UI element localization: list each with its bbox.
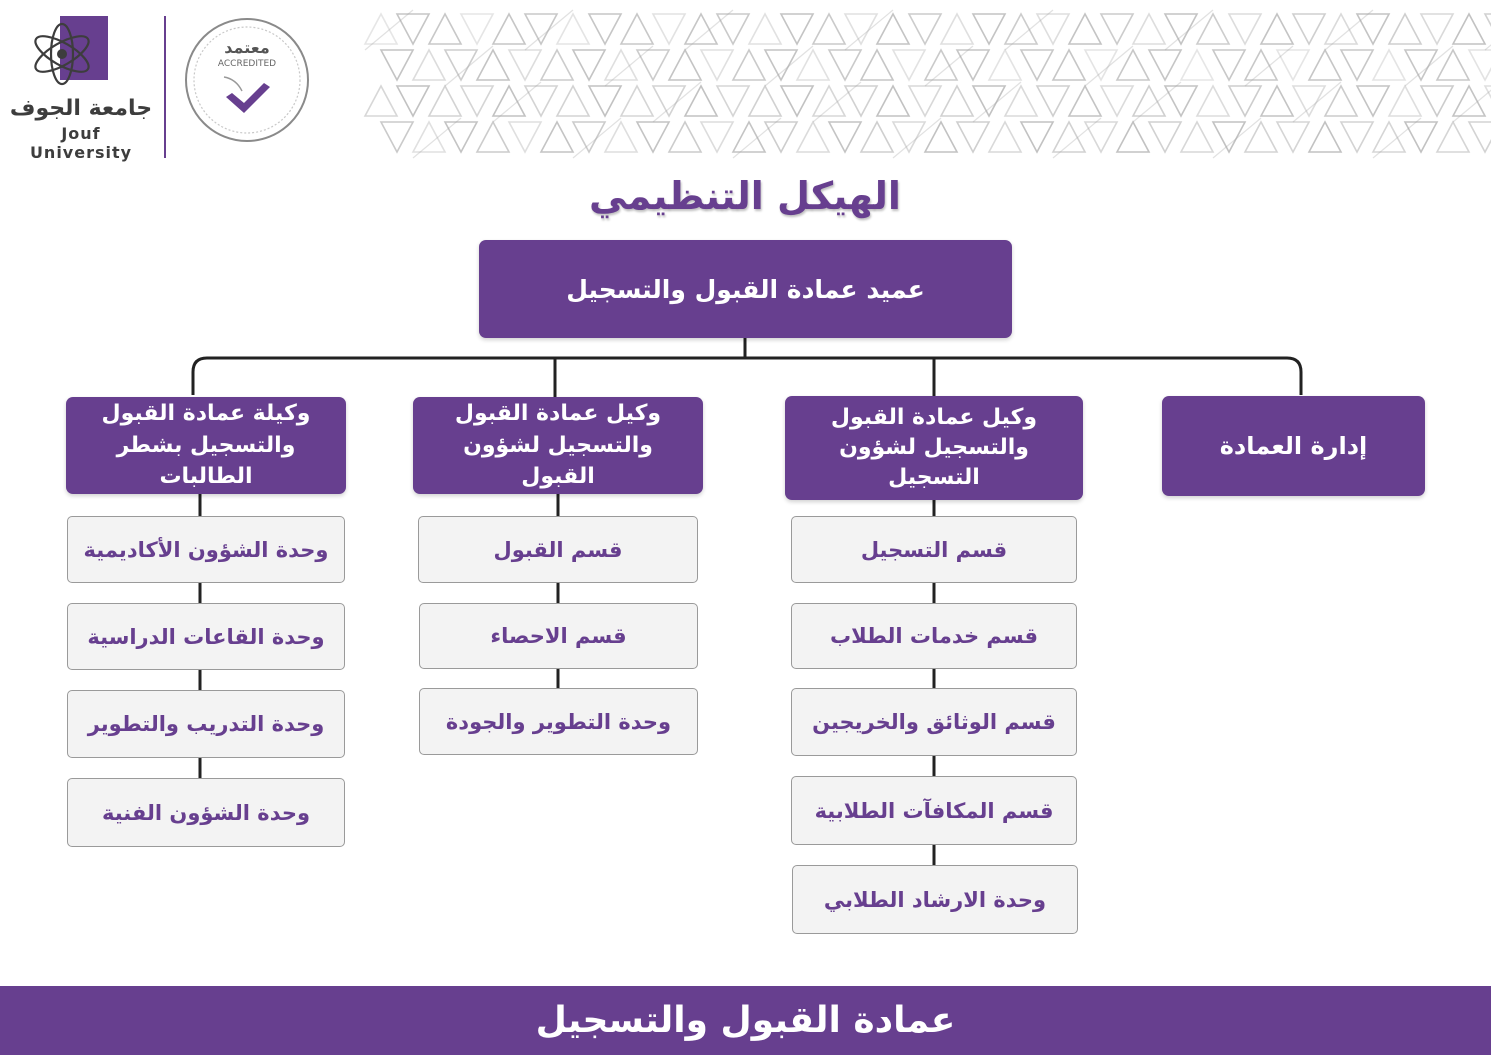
vice-dean-admissions-box <box>413 397 703 494</box>
seal-text-arabic: معتمد <box>224 38 270 57</box>
triangle-pattern-decoration <box>355 0 1491 160</box>
unit-box <box>791 776 1077 845</box>
unit-label: قسم التسجيل <box>860 537 1008 562</box>
university-name-arabic: جامعة الجوف <box>9 96 153 121</box>
unit-label: قسم المكافآت الطلابية <box>814 798 1054 823</box>
unit-label: وحدة الشؤون الفنية <box>102 800 311 825</box>
logo-divider <box>164 16 166 158</box>
unit-label: قسم خدمات الطلاب <box>829 624 1039 648</box>
footer-label: عمادة القبول والتسجيل <box>535 1000 956 1041</box>
university-logo-icon <box>30 16 110 96</box>
unit-label: قسم الاحصاء <box>490 624 627 648</box>
unit-label: وحدة التطوير والجودة <box>445 709 672 734</box>
vice-dean-registration-box <box>785 396 1083 500</box>
unit-box <box>67 516 345 583</box>
unit-label: وحدة الشؤون الأكاديمية <box>83 537 329 562</box>
unit-box <box>419 688 698 755</box>
unit-label: قسم الوثائق والخريجين <box>812 710 1056 734</box>
dean-box <box>479 240 1012 338</box>
university-name-english: Jouf University <box>29 124 133 162</box>
unit-box <box>67 603 345 670</box>
unit-box <box>67 778 345 847</box>
unit-box <box>419 603 698 669</box>
unit-box <box>418 516 698 583</box>
vice-dean-registration-label: وكيل عمادة القبول والتسجيل لشؤون التسجيل <box>830 405 1038 490</box>
seal-text-english: ACCREDITED <box>217 59 277 69</box>
accreditation-seal-icon <box>184 17 310 143</box>
vice-dean-admissions-label: وكيل عمادة القبول والتسجيل لشؤون القبول <box>454 400 662 490</box>
unit-label: قسم القبول <box>493 537 623 562</box>
unit-box <box>791 688 1077 756</box>
unit-label: وحدة القاعات الدراسية <box>87 624 325 649</box>
unit-label: وحدة الارشاد الطلابي <box>823 887 1047 912</box>
unit-box <box>791 516 1077 583</box>
vice-dean-women-section-label: وكيلة عمادة القبول والتسجيل بشطر الطالبات <box>101 400 311 490</box>
unit-box <box>792 865 1078 934</box>
unit-box <box>67 690 345 758</box>
footer-banner <box>0 986 1491 1055</box>
unit-box <box>791 603 1077 669</box>
dean-administration-box <box>1162 396 1425 496</box>
dean-label: عميد عمادة القبول والتسجيل <box>566 274 925 304</box>
page-title: الهيكل التنظيمي <box>589 174 901 218</box>
vice-dean-women-section-box <box>66 397 346 494</box>
dean-administration-label: إدارة العمادة <box>1219 432 1368 460</box>
unit-label: وحدة التدريب والتطوير <box>87 712 325 736</box>
